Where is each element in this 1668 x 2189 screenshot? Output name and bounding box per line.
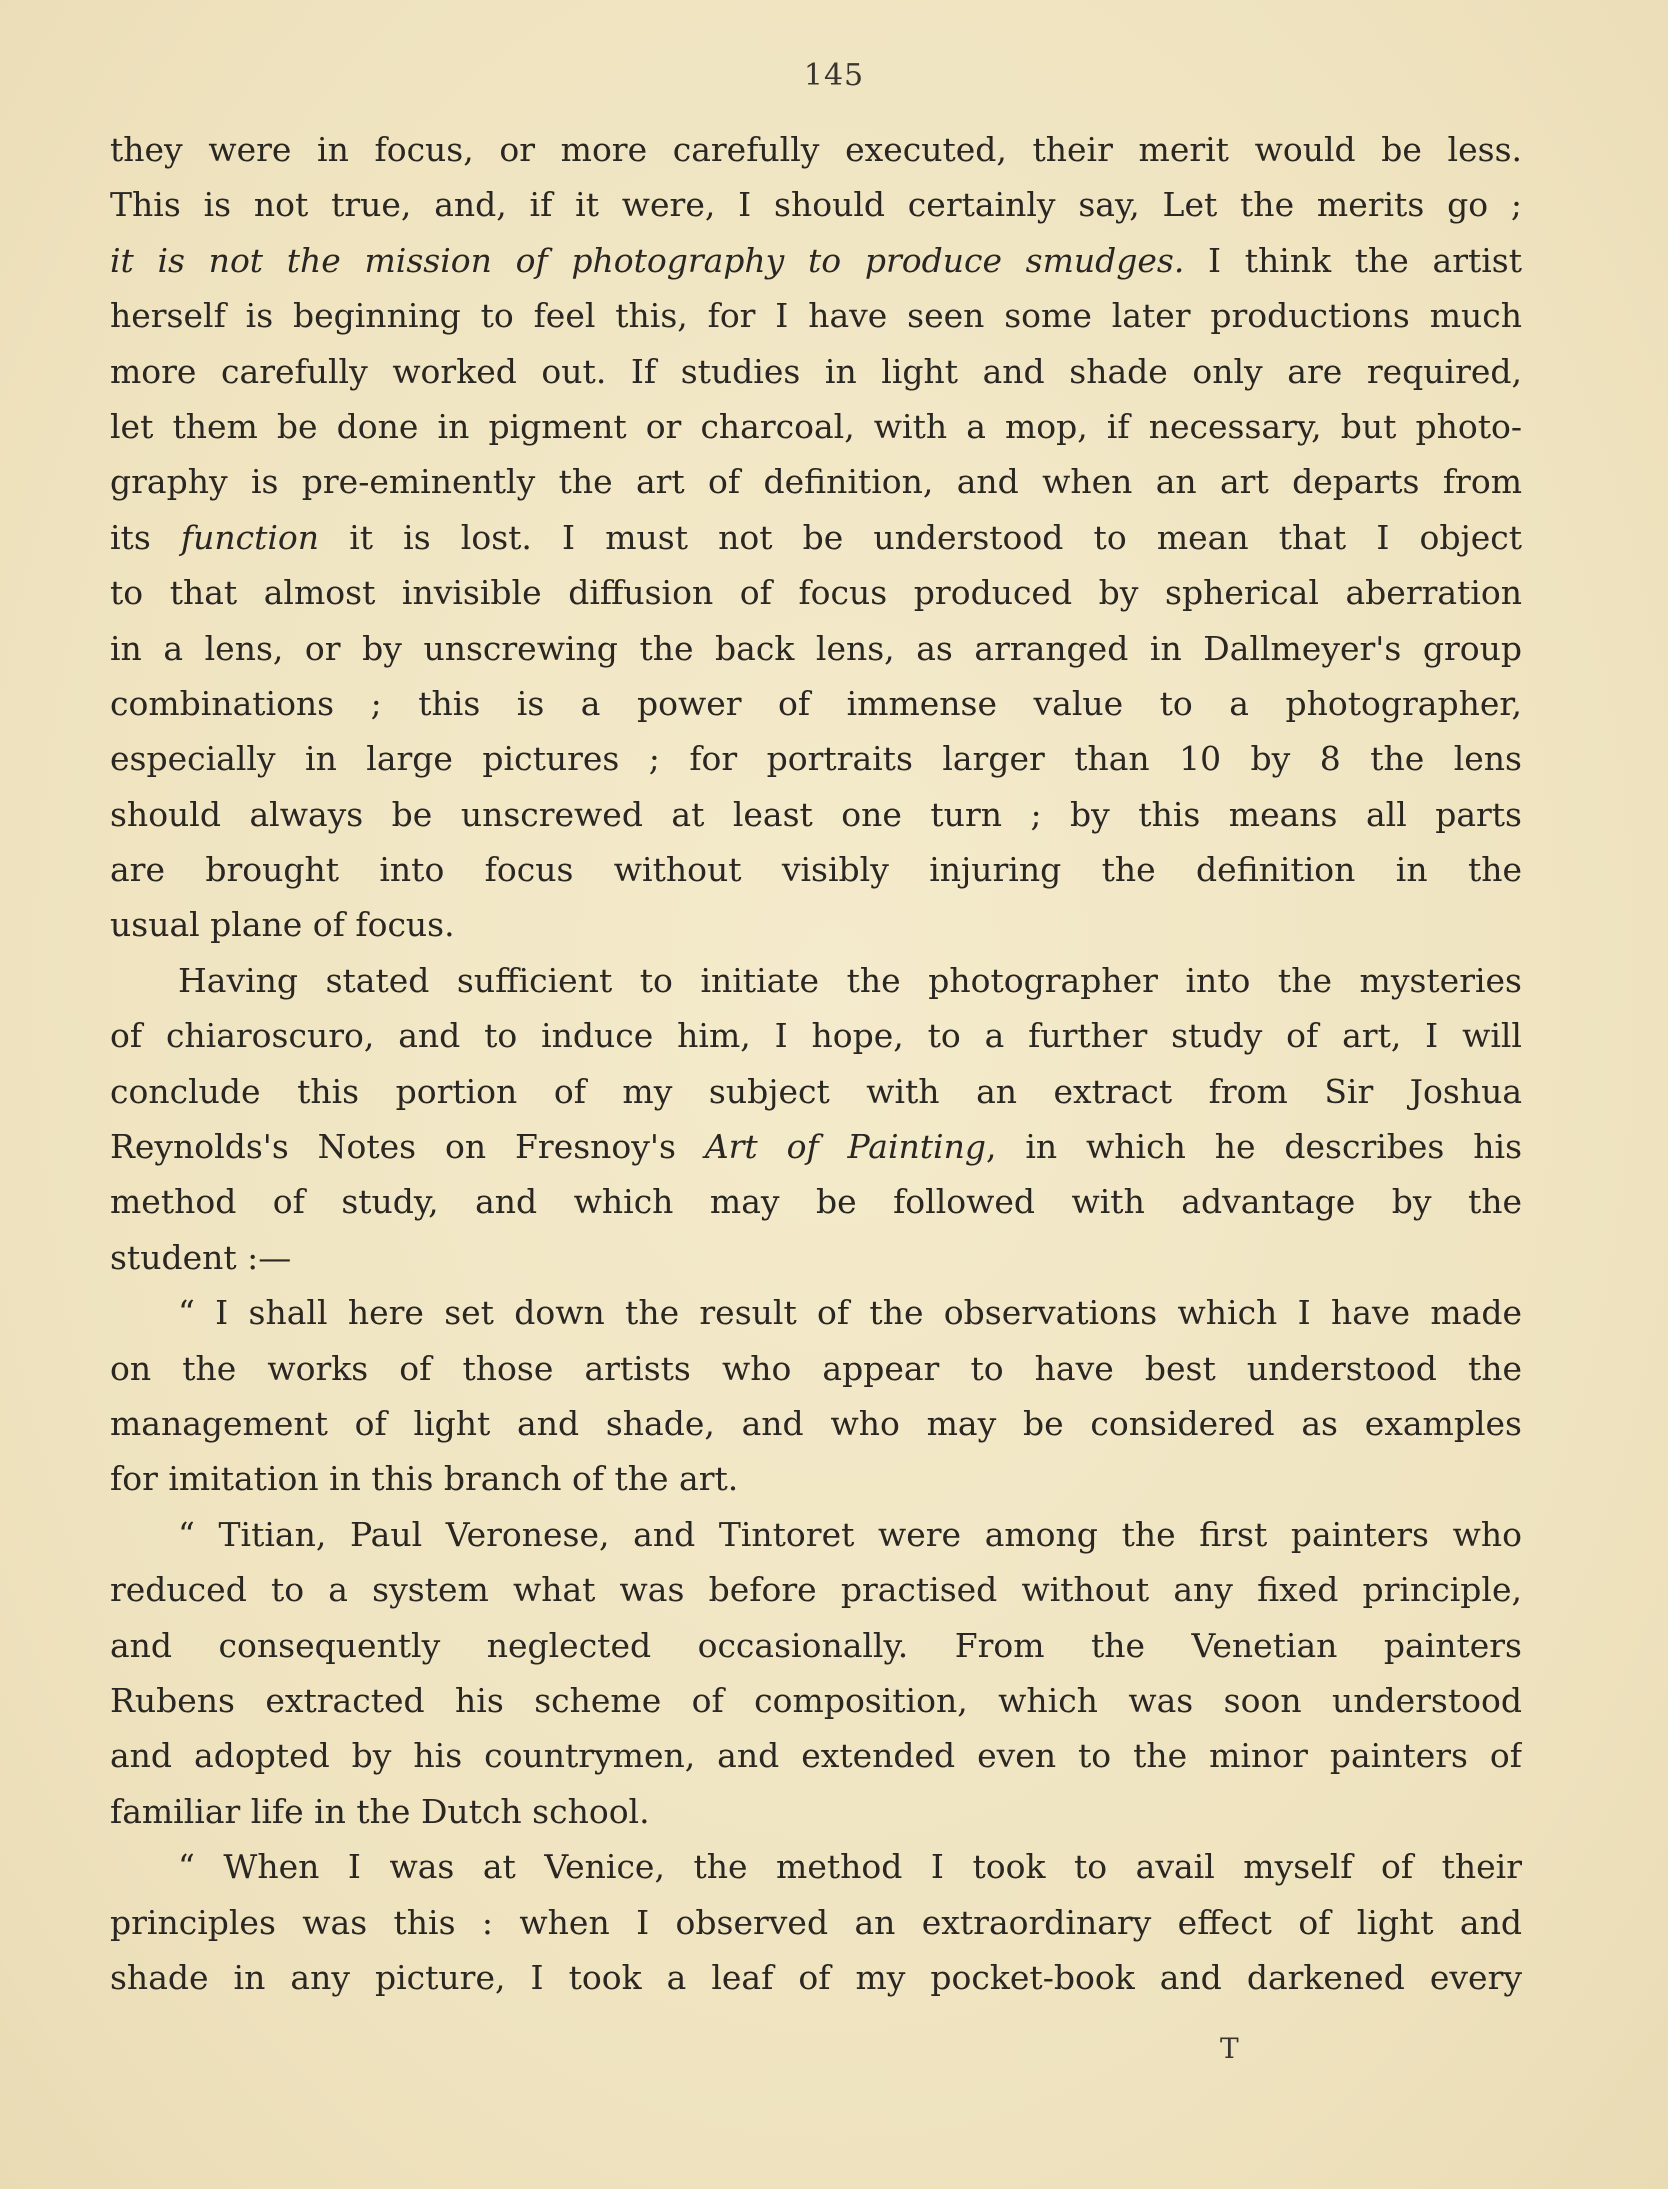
text-line (110, 233, 1522, 288)
text-line (110, 1230, 1522, 1285)
text-line (110, 1119, 1522, 1174)
text-segment: its (110, 517, 181, 557)
italic-text: function (180, 517, 320, 557)
text-line (110, 1507, 1522, 1562)
page-number: 145 (803, 58, 865, 93)
text-segment: of chiaroscuro, and to induce him, I hope, to a further study of art, I will (110, 1016, 1522, 1056)
text-segment: herself is beginning to feel this, for I have seen some later productions much (110, 296, 1522, 336)
text-segment: should always be unscrewed at least one turn ; by this means all parts (110, 794, 1522, 834)
text-line (110, 787, 1522, 842)
text-line (110, 1285, 1522, 1340)
text-segment: method of study, and which may be followed with advantage by the (110, 1182, 1522, 1222)
text-line (110, 1341, 1522, 1396)
text-line (110, 1618, 1522, 1673)
text-segment: more carefully worked out. If studies in light and shade only are required, (110, 351, 1522, 391)
text-segment: usual plane of focus. (110, 905, 455, 945)
text-segment: let them be done in pigment or charcoal, with a mop, if necessary, but photo- (110, 406, 1522, 446)
text-segment: they were in focus, or more carefully executed, their merit would be less. (110, 130, 1522, 169)
text-segment: and consequently neglected occasionally. From the Venetian painters (110, 1625, 1522, 1665)
text-segment: I think the artist (1184, 240, 1522, 280)
text-line (110, 1174, 1522, 1229)
text-segment: , in which he describes his (985, 1127, 1522, 1167)
text-line (110, 897, 1522, 952)
text-segment: it is lost. I must not be understood to mean that I object (319, 517, 1522, 557)
text-line (110, 1396, 1522, 1451)
text-segment: on the works of those artists who appear to have best understood the (110, 1348, 1522, 1388)
italic-text: Art of Painting (704, 1127, 986, 1167)
text-segment: familiar life in the Dutch school. (110, 1791, 650, 1831)
text-line (110, 1562, 1522, 1617)
body-text (110, 122, 1522, 2005)
text-segment: This is not true, and, if it were, I should certainly say, Let the merits go ; (110, 185, 1522, 225)
text-segment: student :— (110, 1237, 292, 1277)
text-line (110, 621, 1522, 676)
text-segment: shade in any picture, I took a leaf of my pocket-book and darkened every (110, 1957, 1522, 1997)
text-segment: principles was this : when I observed an extraordinary effect of light and (110, 1902, 1522, 1942)
text-line (110, 842, 1522, 897)
text-segment: for imitation in this branch of the art. (110, 1459, 739, 1499)
text-line (110, 1784, 1522, 1839)
text-line (110, 122, 1522, 177)
text-line (110, 676, 1522, 731)
text-line (110, 731, 1522, 786)
text-line (110, 1451, 1522, 1506)
text-segment: graphy is pre-eminently the art of definition, and when an art departs from (110, 462, 1522, 502)
text-segment: combinations ; this is a power of immense value to a photographer, (110, 683, 1522, 723)
text-line (110, 953, 1522, 1008)
text-segment: management of light and shade, and who may be considered as examples (110, 1403, 1522, 1443)
text-segment: “ Titian, Paul Veronese, and Tintoret were among the first painters who (178, 1514, 1522, 1554)
text-line (110, 1673, 1522, 1728)
text-line (110, 177, 1522, 232)
text-segment: “ I shall here set down the result of the observations which I have made (178, 1293, 1522, 1333)
text-line (110, 1728, 1522, 1783)
text-line (110, 288, 1522, 343)
text-segment: reduced to a system what was before practised without any fixed principle, (110, 1570, 1522, 1610)
text-segment: are brought into focus without visibly injuring the definition in the (110, 850, 1522, 890)
text-line (110, 510, 1522, 565)
text-segment: especially in large pictures ; for portraits larger than 10 by 8 the lens (110, 739, 1522, 779)
text-segment: to that almost invisible diffusion of focus produced by spherical aberration (110, 573, 1522, 613)
text-line (110, 454, 1522, 509)
text-line (110, 1895, 1522, 1950)
text-line (110, 344, 1522, 399)
text-segment: conclude this portion of my subject with an extract from Sir Joshua (110, 1071, 1522, 1111)
text-line (110, 1008, 1522, 1063)
text-segment: Rubens extracted his scheme of composition, which was soon understood (110, 1680, 1522, 1720)
italic-text: it is not the mission of photography to produce smudges. (110, 240, 1185, 280)
text-segment: Reynolds's Notes on Fresnoy's (110, 1127, 705, 1167)
text-segment: in a lens, or by unscrewing the back lens, as arranged in Dallmeyer's group (110, 628, 1522, 668)
text-line (110, 1839, 1522, 1894)
text-line (110, 1950, 1522, 2005)
signature-mark: T (1220, 2032, 1239, 2065)
text-line (110, 565, 1522, 620)
text-segment: Having stated sufficient to initiate the photographer into the mysteries (178, 960, 1522, 1000)
text-segment: and adopted by his countrymen, and extended even to the minor painters of (110, 1736, 1522, 1776)
text-line (110, 399, 1522, 454)
text-segment: “ When I was at Venice, the method I took to avail myself of their (178, 1847, 1522, 1887)
text-line (110, 1064, 1522, 1119)
